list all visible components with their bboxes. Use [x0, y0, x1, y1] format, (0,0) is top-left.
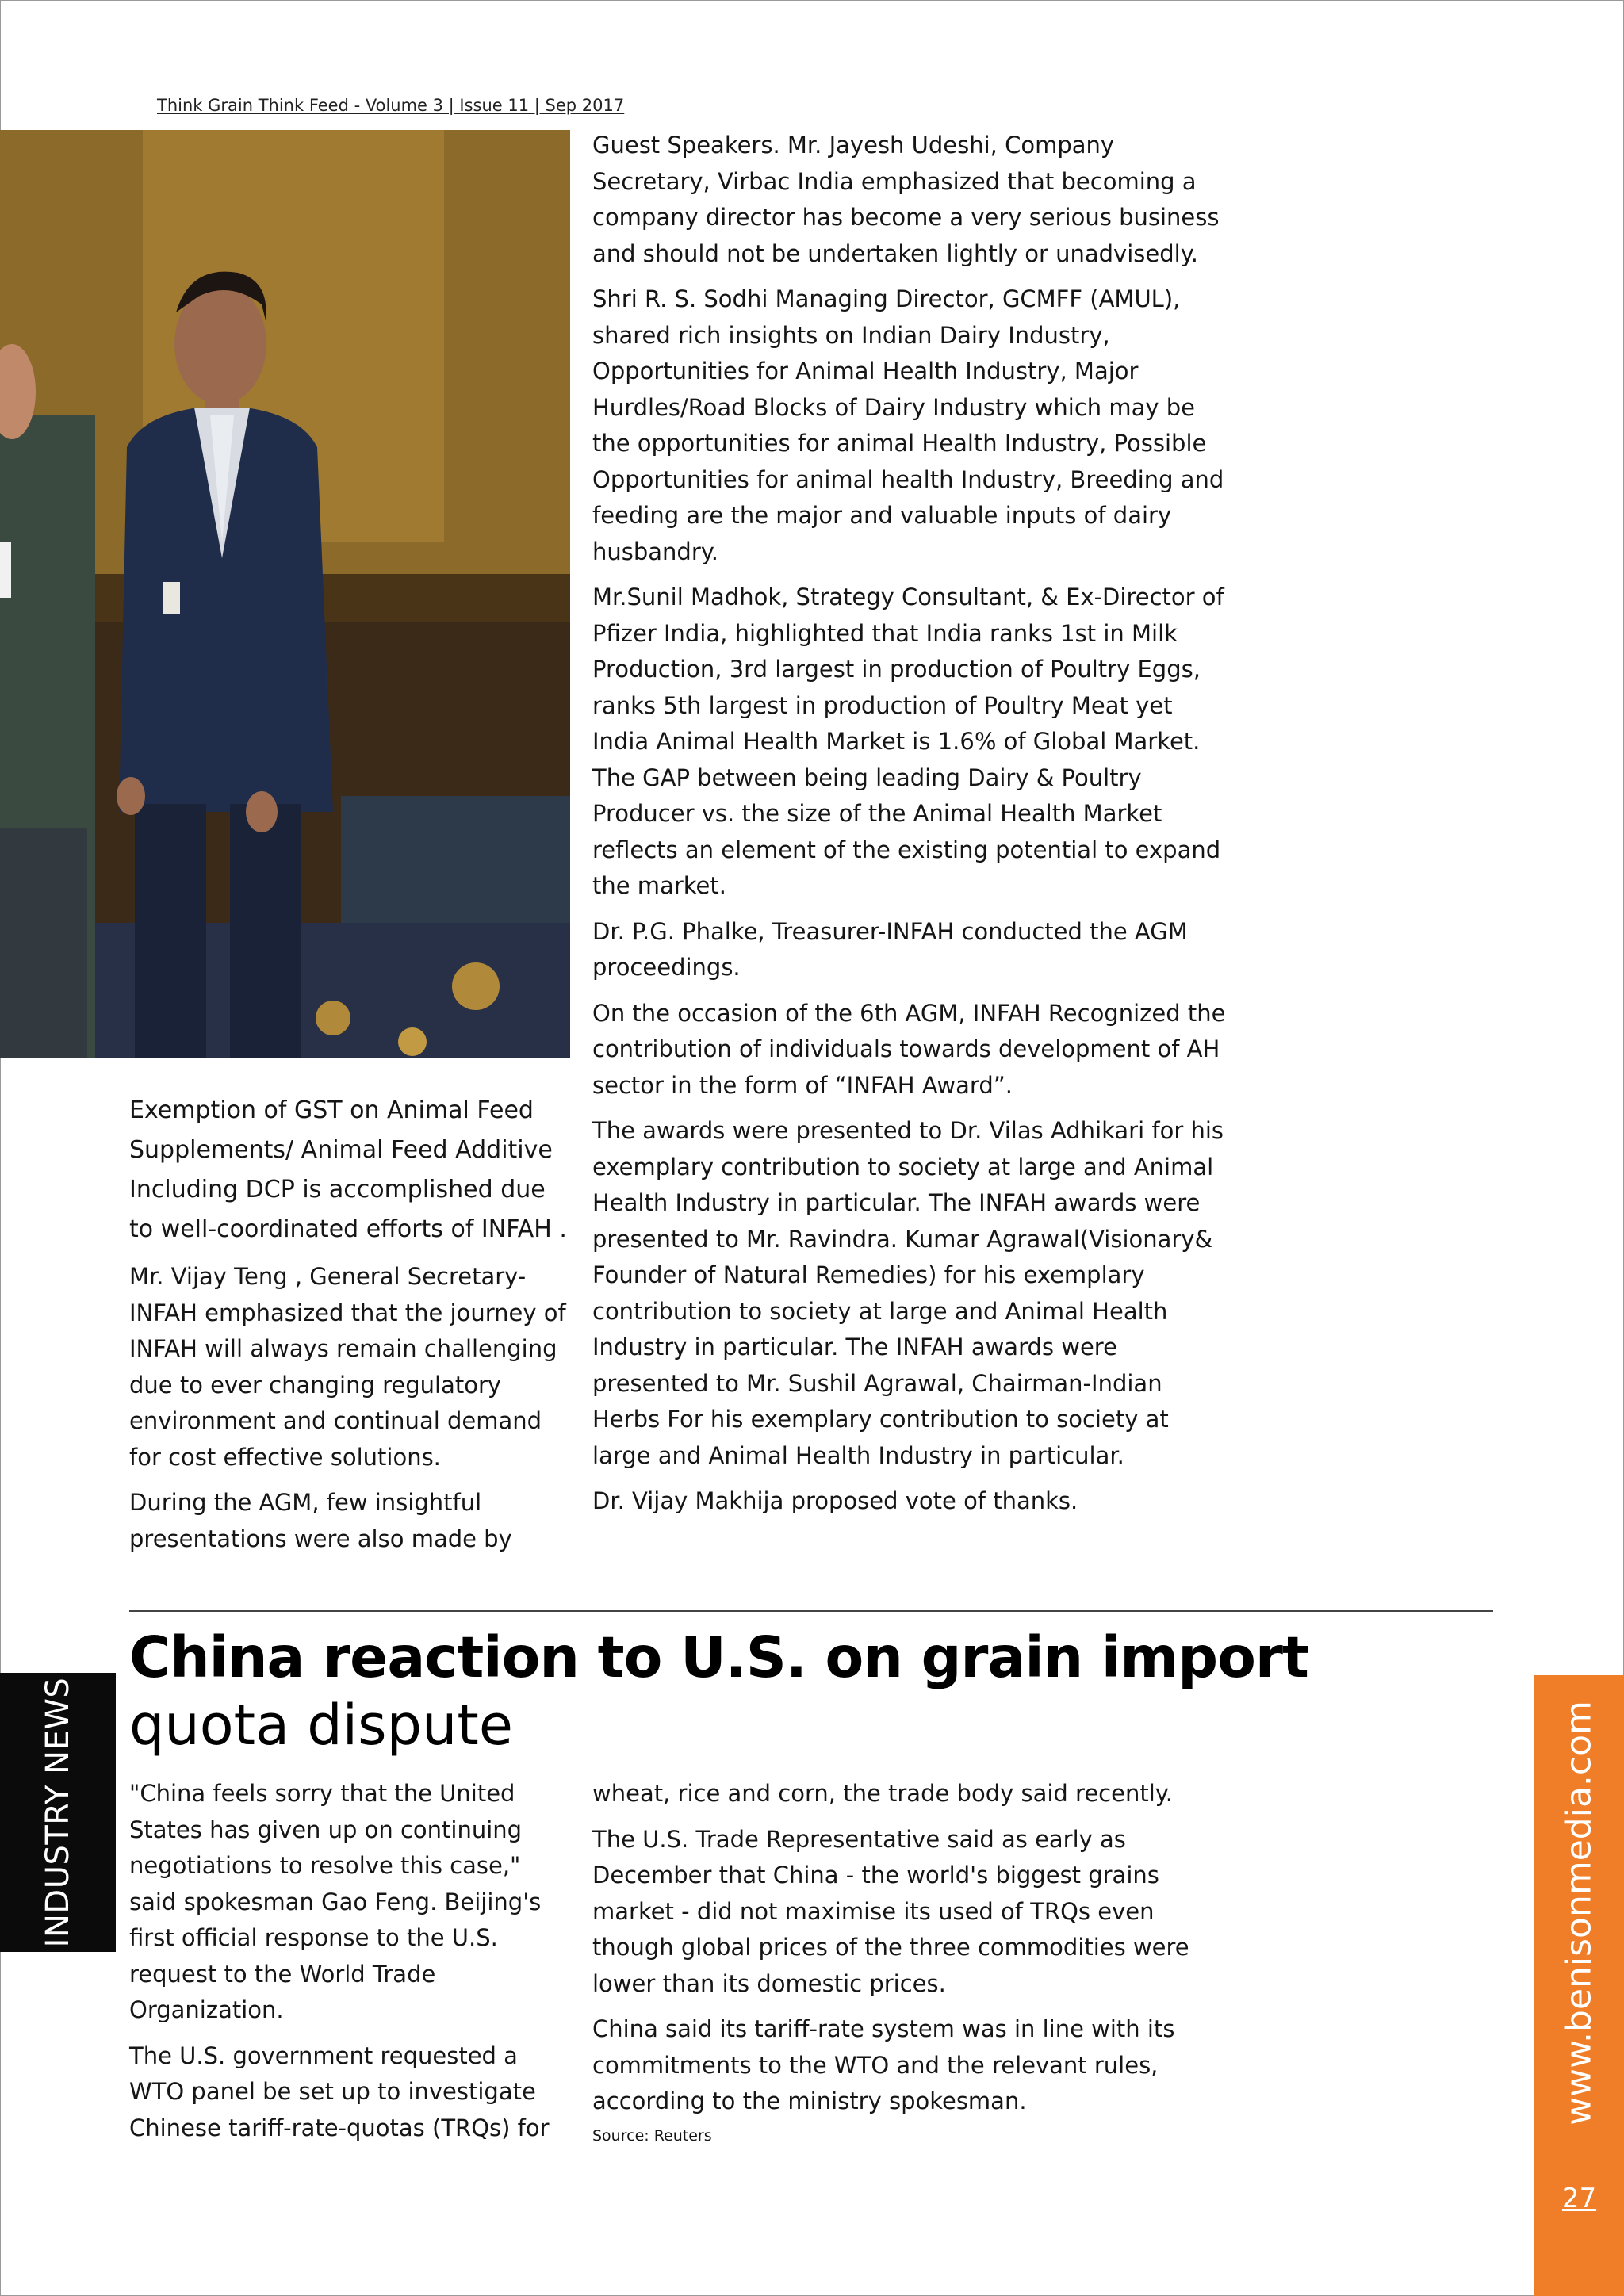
photo-illustration — [0, 130, 570, 1058]
headline-light: quota dispute — [129, 1693, 513, 1758]
section-tab-label: INDUSTRY NEWS — [40, 1677, 76, 1948]
right-column-upper — [592, 128, 1227, 1529]
paragraph: Guest Speakers. Mr. Jayesh Udeshi, Company Secretary, Virbac India emphasized that becoming a company director has become a very serious business and should not be undertaken lightly or unadvisedly. — [592, 132, 1220, 267]
source-credit: Source: Reuters — [592, 2126, 712, 2145]
paragraph: Mr. Vijay Teng , General Secretary-INFAH emphasized that the journey of INFAH will always remain challenging due to ever changing regulatory environment and continual demand for cost effective solutions. — [129, 1263, 566, 1471]
running-head: Think Grain Think Feed - Volume 3 | Issue 11 | Sep 2017 — [157, 96, 625, 115]
paragraph: On the occasion of the 6th AGM, INFAH Recognized the contribution of individuals towards development of AH sector in the form of “INFAH Award”. — [592, 999, 1226, 1099]
article-left-column — [129, 1776, 573, 2156]
article-right-column — [592, 1776, 1227, 2156]
paragraph: Dr. Vijay Makhija proposed vote of thanks. — [592, 1487, 1078, 1514]
left-column-upper — [129, 1091, 573, 1567]
paragraph: wheat, rice and corn, the trade body said recently. — [592, 1780, 1174, 1807]
page-number: 27 — [1561, 2183, 1597, 2214]
paragraph: Shri R. S. Sodhi Managing Director, GCMFF (AMUL), shared rich insights on Indian Dairy Industry, Opportunities for Animal Health Industry, Major Hurdles/Road Blocks of Dairy Industry which may be the opportunities for animal Health Industry, Possible Opportunities for animal health Industry, Breeding and feeding are the major and valuable inputs of dairy husbandry. — [592, 285, 1224, 565]
website-link[interactable]: www.benisonmedia.com — [1558, 1701, 1599, 2126]
paragraph: China said its tariff-rate system was in line with its commitments to the WTO and the relevant rules, according to the ministry spokesman. — [592, 2015, 1175, 2114]
paragraph: During the AGM, few insightful presentations were also made by — [129, 1489, 512, 1552]
section-divider — [129, 1610, 1493, 1612]
event-photo — [0, 130, 570, 1058]
article-headline — [129, 1624, 1477, 1758]
section-tab — [0, 1673, 116, 1952]
paragraph: "China feels sorry that the United States has given up on continuing negotiations to resolve this case," said spokesman Gao Feng. Beijing's first official response to the U.S. request to the World Trade Organization. — [129, 1780, 542, 2023]
paragraph: The U.S. Trade Representative said as early as December that China - the world's biggest grains market - did not maximise its used of TRQs even though global prices of the three commodities were lower than its domestic prices. — [592, 1825, 1189, 1997]
paragraph: Mr.Sunil Madhok, Strategy Consultant, & Ex-Director of Pfizer India, highlighted that India ranks 1st in Milk Production, 3rd largest in production of Poultry Eggs, ranks 5th largest in production of Poultry Meat yet India Animal Health Market is 1.6% of Global Market. The GAP between being leading Dairy & Poultry Producer vs. the size of the Animal Health Market reflects an element of the existing potential to expand the market. — [592, 584, 1224, 899]
headline-bold: China reaction to U.S. on grain import — [129, 1624, 1308, 1690]
side-bar — [1534, 1675, 1624, 2296]
paragraph: The awards were presented to Dr. Vilas Adhikari for his exemplary contribution to society at large and Animal Health Industry in particular. The INFAH awards were presented to Mr. Ravindra. Kumar Agrawal(Visionary& Founder of Natural Remedies) for his exemplary contribution to society at large and Animal Health Industry in particular. The INFAH awards were presented to Mr. Sushil Agrawal, Chairman-Indian Herbs For his exemplary contribution to society at large and Animal Health Industry in particular. — [592, 1117, 1224, 1469]
paragraph: Exemption of GST on Animal Feed Supplements/ Animal Feed Additive Including DCP is accomplished due to well-coordinated efforts of INFAH . — [129, 1096, 567, 1243]
paragraph: The U.S. government requested a WTO panel be set up to investigate Chinese tariff-rate-quotas (TRQs) for — [129, 2042, 550, 2141]
paragraph: Dr. P.G. Phalke, Treasurer-INFAH conducted the AGM proceedings. — [592, 917, 1188, 981]
